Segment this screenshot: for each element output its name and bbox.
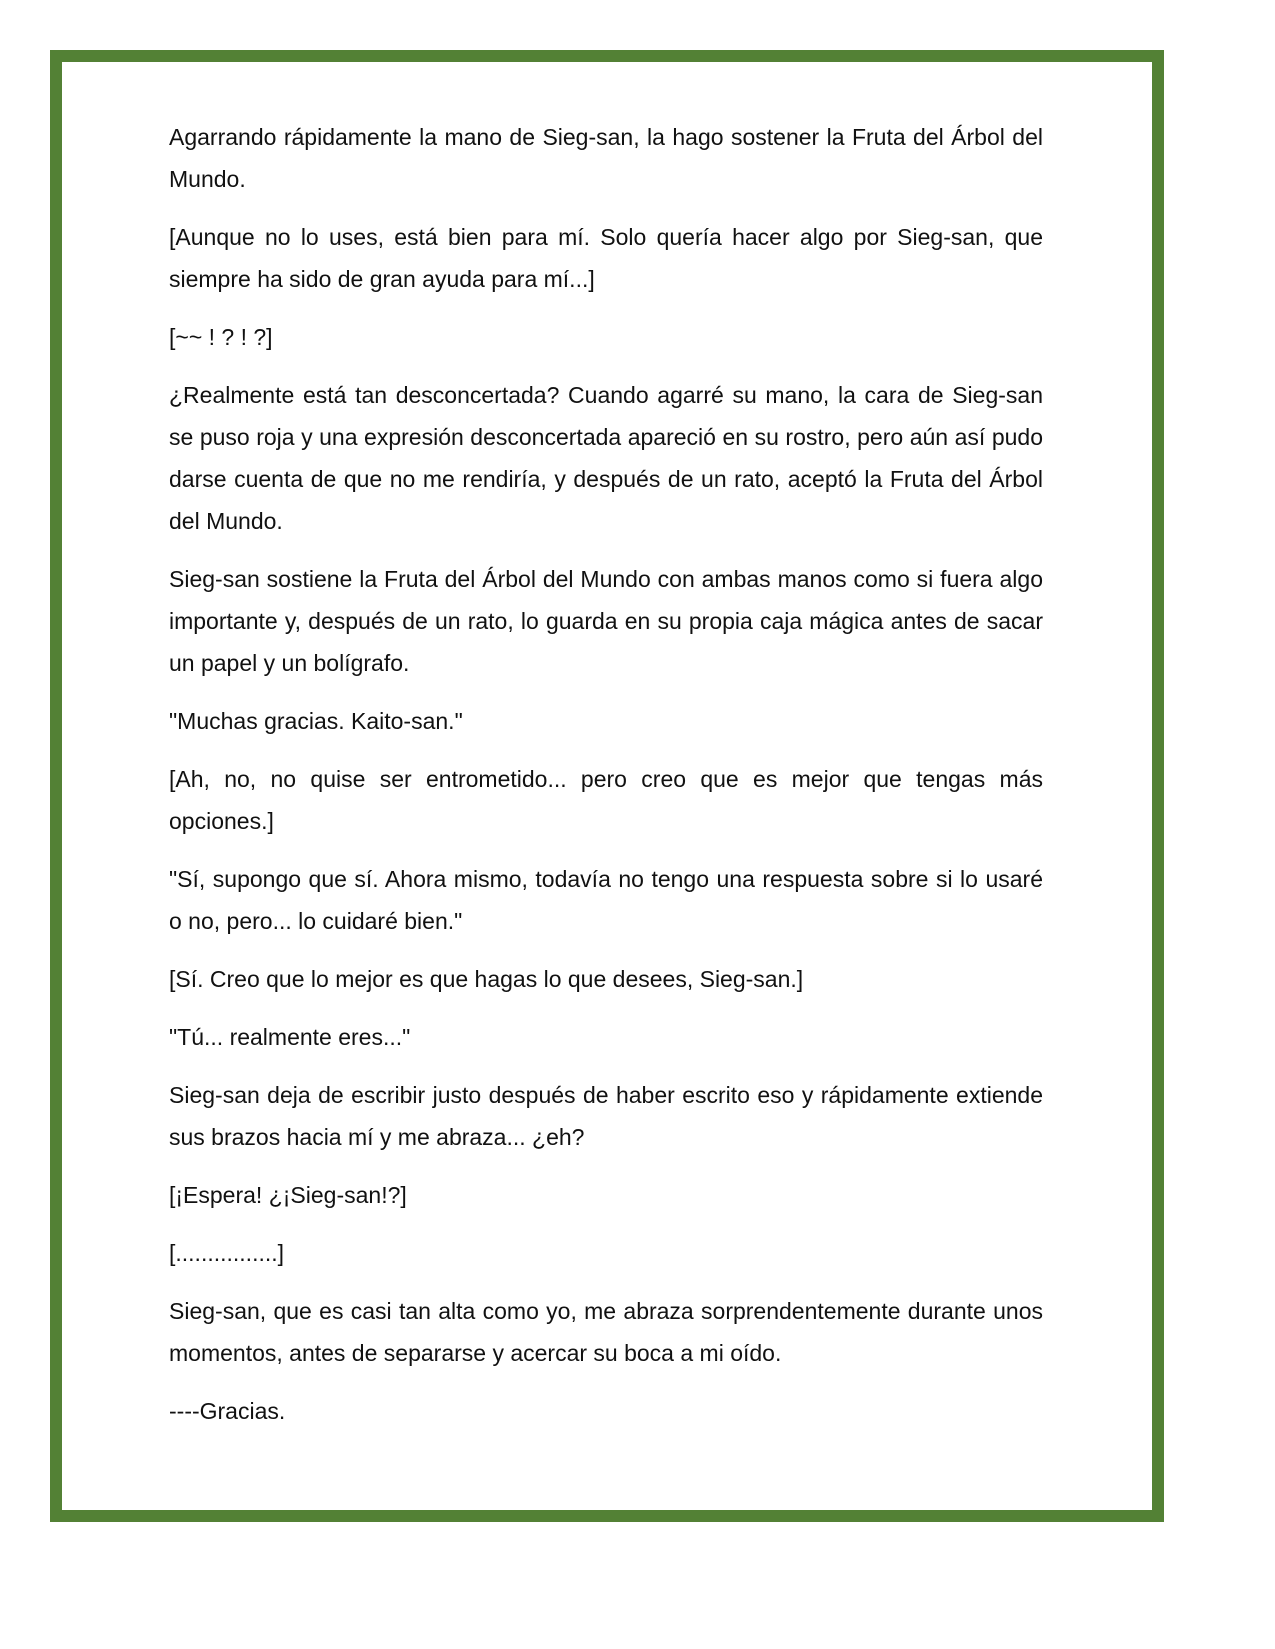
paragraph: Sieg-san deja de escribir justo después de haber escrito eso y rápidamente extiende sus brazos hacia mí y me abraza... ¿eh? xyxy=(169,1082,1043,1150)
document-body xyxy=(169,116,1043,1448)
paragraph: [¡Espera! ¿¡Sieg-san!?] xyxy=(169,1182,407,1208)
paragraph: Sieg-san sostiene la Fruta del Árbol del Mundo con ambas manos como si fuera algo importante y, después de un rato, lo guarda en su propia caja mágica antes de sacar un papel y un bolígrafo. xyxy=(169,566,1043,676)
paragraph: Agarrando rápidamente la mano de Sieg-san, la hago sostener la Fruta del Árbol del Mundo. xyxy=(169,124,1043,192)
paragraph: "Muchas gracias. Kaito-san." xyxy=(169,708,463,734)
paragraph: [Aunque no lo uses, está bien para mí. Solo quería hacer algo por Sieg-san, que siempre ha sido de gran ayuda para mí...] xyxy=(169,224,1043,292)
paragraph: [Sí. Creo que lo mejor es que hagas lo que desees, Sieg-san.] xyxy=(169,966,804,992)
paragraph: ¿Realmente está tan desconcertada? Cuando agarré su mano, la cara de Sieg-san se puso roja y una expresión desconcertada apareció en su rostro, pero aún así pudo darse cuenta de que no me rendiría, y después de un rato, aceptó la Fruta del Árbol del Mundo. xyxy=(169,382,1043,534)
paragraph: Sieg-san, que es casi tan alta como yo, me abraza sorprendentemente durante unos momentos, antes de separarse y acercar su boca a mi oído. xyxy=(169,1298,1043,1366)
paragraph: ----Gracias. xyxy=(169,1398,286,1424)
paragraph: [~~ ! ? ! ?] xyxy=(169,324,273,350)
paragraph: [................] xyxy=(169,1240,285,1266)
paragraph: "Tú... realmente eres..." xyxy=(169,1024,411,1050)
paragraph: [Ah, no, no quise ser entrometido... pero creo que es mejor que tengas más opciones.] xyxy=(169,766,1043,834)
paragraph: "Sí, supongo que sí. Ahora mismo, todavía no tengo una respuesta sobre si lo usaré o no, pero... lo cuidaré bien." xyxy=(169,866,1043,934)
